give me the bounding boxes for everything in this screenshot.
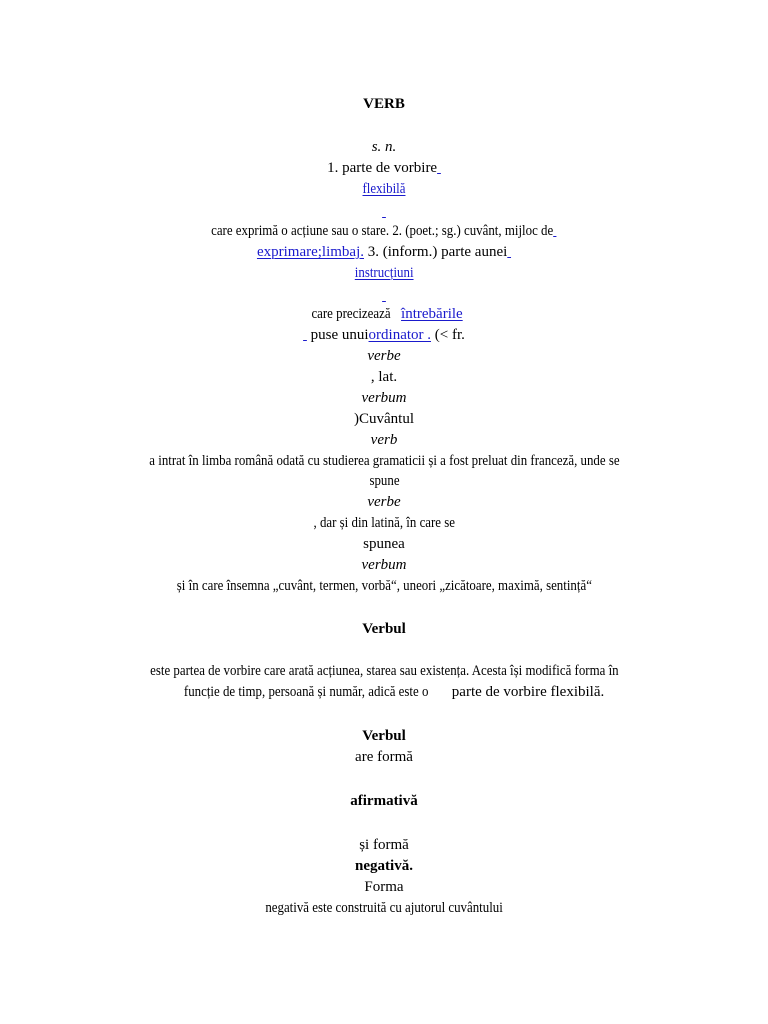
link-flexibila[interactable]: flexibilă (362, 181, 406, 197)
flexibila-line (0, 180, 768, 198)
dar-latina-line: , dar și din latină, în care se (313, 515, 455, 531)
link-ordinator[interactable]: ordinator . (368, 327, 432, 343)
verb-word: verb (370, 432, 398, 448)
intrat-line: a intrat în limba română odată cu studierea gramaticii și a fost preluat din franceză, unde se (148, 453, 620, 469)
are-forma-text: are formă (355, 749, 413, 765)
page-title: VERB (363, 96, 405, 112)
spune-line: spune (368, 473, 400, 489)
definition-1-text: 1. parte de vorbire (327, 160, 438, 176)
link-exprimare[interactable]: exprimare;limbaj. (256, 244, 364, 260)
cuvantul-text: )Cuvântul (354, 411, 414, 427)
si-forma-text: și formă (359, 837, 409, 853)
exprima-text: care exprimă o acțiune sau o stare. 2. (poet.; sg.) cuvânt, mijloc de (211, 223, 554, 239)
forma-text: Forma (364, 879, 404, 895)
definition-3-text: 3. (inform.) parte aunei (367, 244, 508, 260)
insemna-line: și în care însemna „cuvânt, termen, vorbă“, uneori „zicătoare, maximă, sentință“ (176, 578, 592, 594)
etymology-french: verbe (367, 348, 401, 364)
spacer-link-line (0, 203, 768, 221)
etymology-lat-label: , lat. (370, 369, 398, 385)
negativa-bold: negativă. (355, 858, 413, 874)
precizeaza-text: care precizează (311, 306, 391, 322)
spunea-text: spunea (363, 536, 405, 552)
etymology-latin: verbum (361, 390, 407, 406)
exprimare-line (0, 243, 768, 261)
afirmativa-bold: afirmativă (350, 793, 418, 809)
precizeaza-line (0, 305, 768, 323)
link-intrebarile[interactable]: întrebările (401, 306, 463, 322)
verbum-word-2: verbum (361, 557, 407, 573)
exprima-line (0, 222, 768, 240)
paragraph-1-line-1: este partea de vorbire care arată acțiunea, starea sau existența. Acesta își modifică forma în (149, 663, 619, 679)
puse-unui-text: puse unui (310, 327, 369, 343)
definition-1-line (0, 159, 768, 177)
instructiuni-line (0, 264, 768, 282)
verbul-bold: Verbul (362, 728, 406, 744)
link-instructiuni[interactable]: instrucțiuni (354, 265, 414, 281)
heading-verbul: Verbul (362, 621, 406, 637)
spacer-link-line-2 (0, 287, 768, 305)
etymology-open: (< fr. (434, 327, 465, 343)
parte-flexibila-text: parte de vorbire flexibilă. (451, 684, 605, 700)
grammatical-label: s. n. (371, 139, 397, 155)
ordinator-line (0, 326, 768, 344)
verbe-word-2: verbe (367, 494, 401, 510)
paragraph-1-line-2: funcție de timp, persoană și număr, adică este o parte de vorbire flexibilă. (183, 684, 605, 700)
negativa-construita-line: negativă este construită cu ajutorul cuvântului (265, 900, 503, 916)
